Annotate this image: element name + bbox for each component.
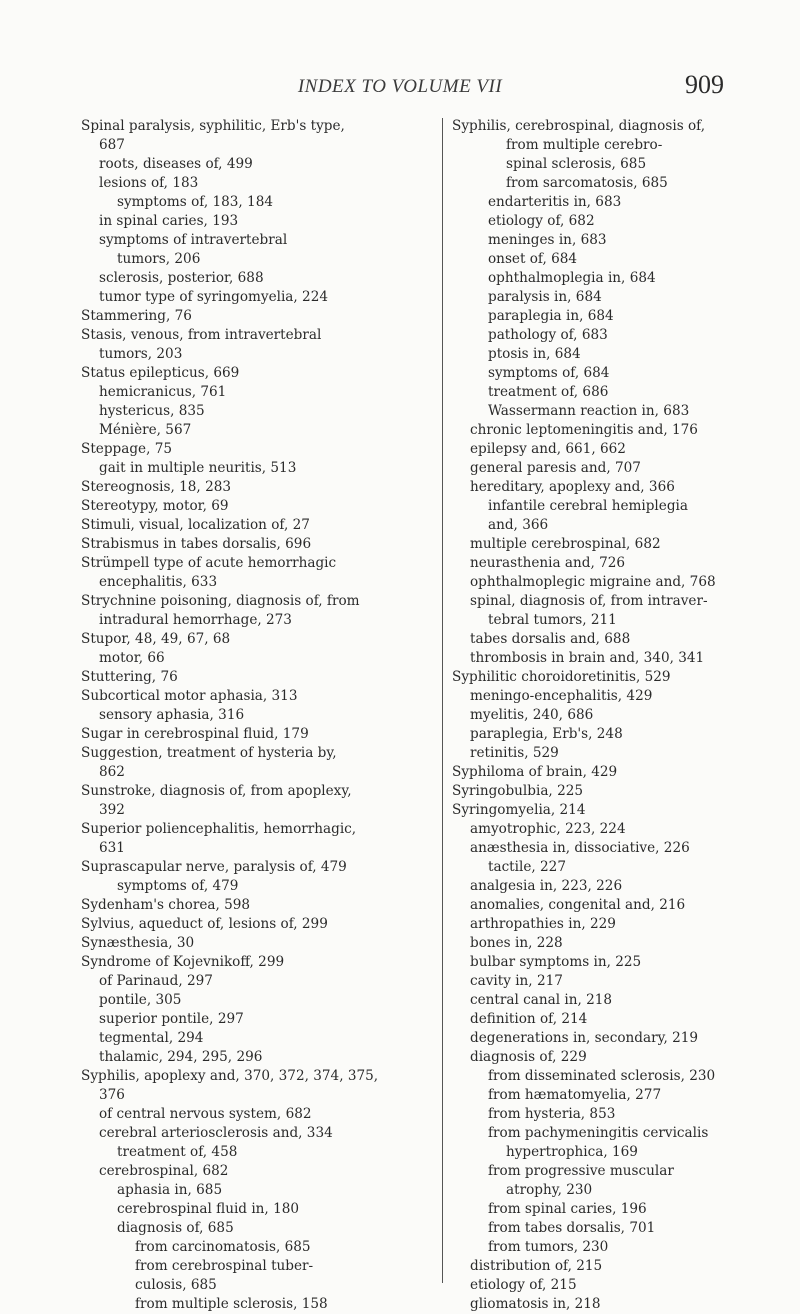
index-entry-line: from hæmatomyelia, 277 [488, 1087, 662, 1103]
index-entry-line: bones in, 228 [470, 935, 563, 951]
index-entry-line: from cerebrospinal tuber- [135, 1258, 314, 1274]
index-entry-line: meninges in, 683 [488, 232, 607, 248]
index-entry-line: Stammering, 76 [81, 308, 192, 324]
index-column-left [81, 117, 435, 1312]
index-entry-line: Syndrome of Kojevnikoff, 299 [81, 954, 285, 970]
index-entry-line: Stupor, 48, 49, 67, 68 [81, 631, 231, 647]
index-entry-line: endarteritis in, 683 [488, 194, 622, 210]
index-entry-line: definition of, 214 [470, 1011, 588, 1027]
index-entry-line: paraplegia in, 684 [488, 308, 614, 324]
index-entry-line: Spinal paralysis, syphilitic, Erb's type, [81, 118, 345, 134]
index-entry-line: etiology of, 215 [470, 1277, 577, 1293]
index-entry-line: culosis, 685 [135, 1277, 217, 1293]
running-title: INDEX TO VOLUME VII [297, 76, 503, 97]
index-entry-line: from tumors, 230 [488, 1239, 609, 1255]
index-entry-line: tabes dorsalis and, 688 [470, 631, 631, 647]
index-entry-line: meningo-encephalitis, 429 [470, 688, 653, 704]
index-entry-line: Stereotypy, motor, 69 [81, 498, 229, 514]
index-entry-line: spinal, diagnosis of, from intraver- [470, 593, 708, 609]
index-entry-line: ptosis in, 684 [488, 346, 581, 362]
index-entry-line: ophthalmoplegic migraine and, 768 [470, 574, 716, 590]
index-entry-line: sensory aphasia, 316 [99, 707, 245, 723]
index-entry-line: hereditary, apoplexy and, 366 [470, 479, 675, 495]
index-entry-line: 376 [99, 1087, 125, 1103]
index-entry-line: etiology of, 682 [488, 213, 595, 229]
index-entry-line: tumors, 203 [99, 346, 183, 362]
index-entry-line: Suggestion, treatment of hysteria by, [81, 745, 337, 761]
index-entry-line: pathology of, 683 [488, 327, 608, 343]
index-entry-line: pontile, 305 [99, 992, 182, 1008]
index-entry-line: paralysis in, 684 [488, 289, 602, 305]
index-entry-line: Sunstroke, diagnosis of, from apoplexy, [81, 783, 352, 799]
index-entry-line: from sarcomatosis, 685 [506, 175, 668, 191]
index-entry-line: gliomatosis in, 218 [470, 1296, 601, 1312]
index-entry-line: onset of, 684 [488, 251, 578, 267]
index-entry-line: thalamic, 294, 295, 296 [99, 1049, 263, 1065]
index-entry-line: arthropathies in, 229 [470, 916, 616, 932]
index-entry-line: sclerosis, posterior, 688 [99, 270, 264, 286]
index-entry-line: cerebrospinal fluid in, 180 [117, 1201, 300, 1217]
index-entry-line: Strychnine poisoning, diagnosis of, from [81, 593, 360, 609]
index-entry-line: Wassermann reaction in, 683 [488, 403, 690, 419]
index-entry-line: tactile, 227 [488, 859, 566, 875]
index-entry-line: symptoms of, 684 [488, 365, 610, 381]
index-entry-line: retinitis, 529 [470, 745, 559, 761]
index-entry-line: Suprascapular nerve, paralysis of, 479 [81, 859, 347, 875]
index-entry-line: from pachymeningitis cervicalis [488, 1125, 709, 1141]
index-entry-line: from hysteria, 853 [488, 1106, 616, 1122]
index-entry-line: from multiple cerebro- [506, 137, 663, 153]
index-entry-line: Subcortical motor aphasia, 313 [81, 688, 298, 704]
index-entry-line: symptoms of, 183, 184 [117, 194, 273, 210]
index-entry-line: from disseminated sclerosis, 230 [488, 1068, 716, 1084]
index-entry-line: central canal in, 218 [470, 992, 613, 1008]
index-entry-line: from spinal caries, 196 [488, 1201, 647, 1217]
index-entry-line: epilepsy and, 661, 662 [470, 441, 626, 457]
index-entry-line: bulbar symptoms in, 225 [470, 954, 642, 970]
index-entry-line: Syphilitic choroidoretinitis, 529 [452, 669, 671, 685]
index-entry-line: Strabismus in tabes dorsalis, 696 [81, 536, 312, 552]
index-entry-line: superior pontile, 297 [99, 1011, 244, 1027]
index-entry-line: neurasthenia and, 726 [470, 555, 626, 571]
index-entry-line: Synæsthesia, 30 [81, 935, 195, 951]
index-entry-line: infantile cerebral hemiplegia [488, 498, 688, 514]
index-entry-line: aphasia in, 685 [117, 1182, 223, 1198]
index-entry-line: anomalies, congenital and, 216 [470, 897, 686, 913]
index-entry-line: treatment of, 686 [488, 384, 609, 400]
index-entry-line: 862 [99, 764, 125, 780]
index-entry-line: from carcinomatosis, 685 [135, 1239, 311, 1255]
index-entry-line: 392 [99, 802, 125, 818]
index-entry-line: analgesia in, 223, 226 [470, 878, 623, 894]
index-entry-line: Syphiloma of brain, 429 [452, 764, 618, 780]
index-entry-line: Syringomyelia, 214 [452, 802, 586, 818]
index-entry-line: amyotrophic, 223, 224 [470, 821, 626, 837]
index-entry-line: encephalitis, 633 [99, 574, 218, 590]
index-column-right [452, 117, 776, 1312]
index-entry-line: Stuttering, 76 [81, 669, 178, 685]
index-entry-line: intradural hemorrhage, 273 [99, 612, 292, 628]
index-entry-line: symptoms of intravertebral [99, 232, 288, 248]
index-entry-line: atrophy, 230 [506, 1182, 593, 1198]
index-entry-line: tumor type of syringomyelia, 224 [99, 289, 329, 305]
index-entry-line: Strümpell type of acute hemorrhagic [81, 555, 337, 571]
index-entry-line: motor, 66 [99, 650, 165, 666]
index-entry-line: multiple cerebrospinal, 682 [470, 536, 661, 552]
index-entry-line: lesions of, 183 [99, 175, 199, 191]
index-entry-line: of central nervous system, 682 [99, 1106, 312, 1122]
index-entry-line: hemicranicus, 761 [99, 384, 227, 400]
index-entry-line: anæsthesia in, dissociative, 226 [470, 840, 690, 856]
index-entry-line: of Parinaud, 297 [99, 973, 213, 989]
index-entry-line: 631 [99, 840, 125, 856]
index-entry-line: from progressive muscular [488, 1163, 674, 1179]
index-entry-line: symptoms of, 479 [117, 878, 239, 894]
index-entry-line: Ménière, 567 [99, 422, 192, 438]
index-entry-line: from tabes dorsalis, 701 [488, 1220, 656, 1236]
page-header [0, 70, 800, 106]
index-entry-line: Sugar in cerebrospinal fluid, 179 [81, 726, 309, 742]
index-entry-line: treatment of, 458 [117, 1144, 238, 1160]
index-entry-line: cerebrospinal, 682 [99, 1163, 229, 1179]
index-entry-line: Syphilis, apoplexy and, 370, 372, 374, 375, [81, 1068, 379, 1084]
index-entry-line: Superior poliencephalitis, hemorrhagic, [81, 821, 357, 837]
index-entry-line: Stimuli, visual, localization of, 27 [81, 517, 310, 533]
index-entry-line: Sylvius, aqueduct of, lesions of, 299 [81, 916, 328, 932]
index-entry-line: cavity in, 217 [470, 973, 563, 989]
index-entry-line: tumors, 206 [117, 251, 201, 267]
index-entry-line: cerebral arteriosclerosis and, 334 [99, 1125, 333, 1141]
index-entry-line: ophthalmoplegia in, 684 [488, 270, 656, 286]
index-entry-line: from multiple sclerosis, 158 [135, 1296, 328, 1312]
index-entry-line: Stereognosis, 18, 283 [81, 479, 232, 495]
index-entry-line: Syringobulbia, 225 [452, 783, 584, 799]
index-entry-line: distribution of, 215 [470, 1258, 603, 1274]
index-entry-line: Status epilepticus, 669 [81, 365, 240, 381]
page-number: 909 [685, 70, 724, 99]
index-entry-line: Stasis, venous, from intravertebral [81, 327, 322, 343]
index-entry-line: diagnosis of, 685 [117, 1220, 234, 1236]
index-entry-line: tebral tumors, 211 [488, 612, 617, 628]
index-entry-line: tegmental, 294 [99, 1030, 204, 1046]
index-entry-line: Sydenham's chorea, 598 [81, 897, 251, 913]
index-entry-line: gait in multiple neuritis, 513 [99, 460, 297, 476]
index-entry-line: diagnosis of, 229 [470, 1049, 587, 1065]
index-entry-line: myelitis, 240, 686 [470, 707, 594, 723]
index-entry-line: chronic leptomeningitis and, 176 [470, 422, 698, 438]
index-entry-line: Syphilis, cerebrospinal, diagnosis of, [452, 118, 706, 134]
index-entry-line: thrombosis in brain and, 340, 341 [470, 650, 705, 666]
index-entry-line: spinal sclerosis, 685 [506, 156, 647, 172]
index-entry-line: paraplegia, Erb's, 248 [470, 726, 623, 742]
index-entry-line: in spinal caries, 193 [99, 213, 239, 229]
index-entry-line: Steppage, 75 [81, 441, 173, 457]
index-entry-line: and, 366 [488, 517, 549, 533]
index-entry-line: 687 [99, 137, 125, 153]
index-entry-line: roots, diseases of, 499 [99, 156, 253, 172]
index-entry-line: general paresis and, 707 [470, 460, 641, 476]
index-entry-line: hypertrophica, 169 [506, 1144, 638, 1160]
column-divider [442, 118, 443, 1283]
index-entry-line: hystericus, 835 [99, 403, 205, 419]
index-entry-line: degenerations in, secondary, 219 [470, 1030, 699, 1046]
